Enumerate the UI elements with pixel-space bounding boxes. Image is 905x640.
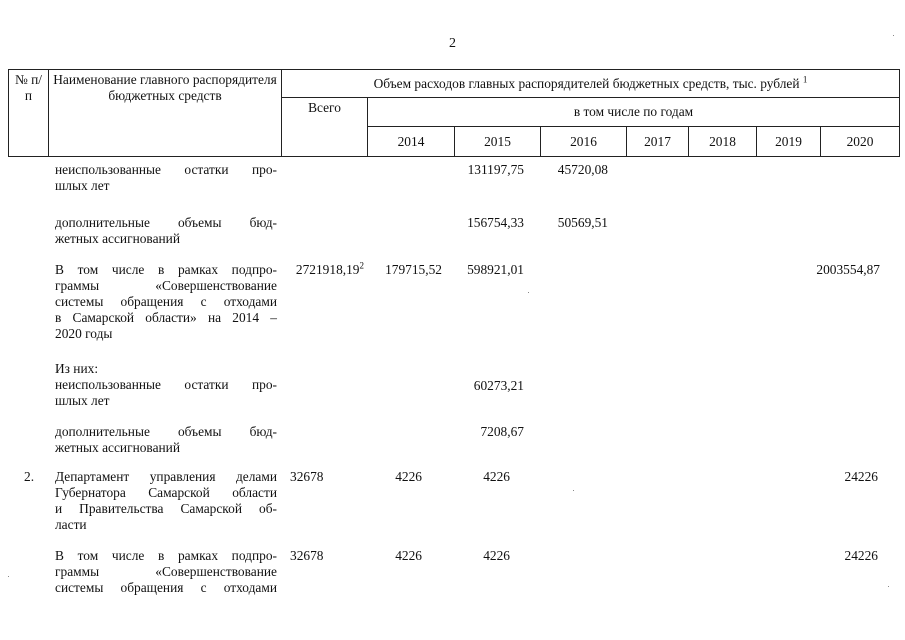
row-6-2015: 4226 — [483, 469, 510, 484]
row-5-name: дополнительные объемы бюд- жетных ассигнований — [55, 424, 277, 455]
scan-speck — [893, 35, 894, 36]
row-7-2014: 4226 — [395, 548, 422, 563]
row-1-2016: 45720,08 — [557, 162, 608, 177]
scan-speck — [888, 586, 889, 587]
header-year-2018: 2018 — [689, 127, 757, 157]
row-2-name: дополнительные объемы бюд- жетных ассигнований — [55, 215, 277, 246]
row-3-name: В том числе в рамках подпро- граммы «Совершенствование системы обращения с отходами в Самарской области» на 2014 – 2020 годы — [55, 262, 277, 341]
row-6-name: Департамент управления делами Губернатора Самарской области и Правительства Самарской об- ласти — [55, 469, 277, 532]
page-number: 2 — [449, 36, 456, 51]
header-name: Наименование главного распорядителя бюджетных средств — [49, 70, 282, 157]
header-year-2020: 2020 — [821, 127, 900, 157]
row-4-name: Из них: неиспользованные остатки про- шлых лет — [55, 361, 277, 408]
scan-speck — [573, 490, 574, 491]
header-num: № п/п — [9, 70, 49, 157]
row-1-name: неиспользованные остатки про- шлых лет — [55, 162, 277, 193]
header-year-2015: 2015 — [455, 127, 541, 157]
row-7-name: В том числе в рамках подпро- граммы «Совершенствование системы обращения с отходами — [55, 548, 277, 595]
scan-speck — [528, 292, 529, 293]
header-year-2017: 2017 — [627, 127, 689, 157]
row-7-2020: 24226 — [844, 548, 878, 563]
row-4-2015: 60273,21 — [473, 378, 524, 393]
header-year-2014: 2014 — [368, 127, 455, 157]
row-6-2014: 4226 — [395, 469, 422, 484]
row-5-2015: 7208,67 — [480, 424, 524, 439]
header-year-2019: 2019 — [757, 127, 821, 157]
row-3-2014: 179715,52 — [385, 262, 442, 277]
table-header — [8, 69, 900, 157]
scan-speck — [8, 576, 9, 577]
header-volume: Объем расходов главных распорядителей бюджетных средств, тыс. рублей $^1$ — [282, 70, 900, 98]
row-2-2015: 156754,33 — [467, 215, 524, 230]
row-6-total: 32678 — [290, 469, 324, 484]
row-3-total: 2721918,19$^2$ — [295, 260, 364, 277]
header-by-years: в том числе по годам — [368, 98, 900, 127]
row-3-2015: 598921,01 — [467, 262, 524, 277]
row-3-2020: 2003554,87 — [816, 262, 880, 277]
row-2-2016: 50569,51 — [557, 215, 608, 230]
header-total: Всего — [282, 98, 368, 157]
row-1-2015: 131197,75 — [467, 162, 524, 177]
row-7-total: 32678 — [290, 548, 324, 563]
row-7-2015: 4226 — [483, 548, 510, 563]
row-6-num: 2. — [24, 469, 35, 484]
footnote-mark: 1 — [802, 74, 808, 85]
row-6-2020: 24226 — [844, 469, 878, 484]
header-year-2016: 2016 — [541, 127, 627, 157]
